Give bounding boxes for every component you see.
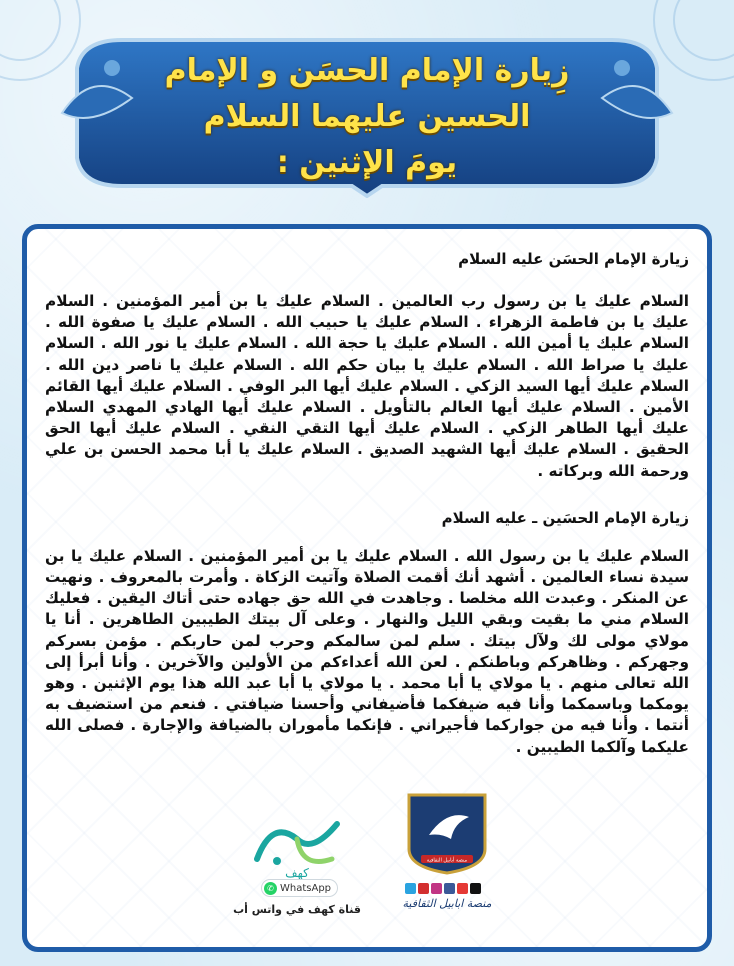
channel-name: قناة كهف في واتس أب — [233, 903, 361, 916]
title-line-3: يومَ الإثنين : — [276, 145, 458, 180]
title-banner — [52, 28, 682, 198]
content-body — [45, 249, 689, 758]
facebook-icon — [444, 883, 455, 894]
kahf-logo-text: كهف — [285, 866, 309, 879]
platform-name: منصة ابابيل الثقافية — [402, 897, 492, 910]
youtube-icon — [457, 883, 468, 894]
section-heading-hasan: زيارة الإمام الحسَن عليه السلام — [458, 250, 689, 268]
ababil-badge-text: منصة أبابيل الثقافية — [426, 857, 468, 864]
ababil-platform-logo — [399, 789, 495, 909]
whatsapp-label: WhatsApp — [280, 882, 332, 894]
telegram-icon — [405, 883, 416, 894]
kahf-logo-icon — [242, 799, 352, 879]
ababil-logo-icon — [399, 789, 495, 875]
kahf-channel-logo — [233, 799, 361, 916]
ziyarah-text-husayn: السلام عليك يا بن رسول الله . السلام عليك يا بن أمير المؤمنين . السلام عليك يا بن سيدة نساء العالمين . أشهد أنك أقمت الصلاة وآتيت الزكاة . وأمرت بالمعروف . ونهيت عن المنكر . وعبدت الله مخلصا . وجاهدت في الله حق جهاده حتى أتاك اليقين . فعليك السلام مني ما بقيت وبقي الليل والنهار . وعلى آل بيتك الطيبين الطاهرين . أنا يا مولاي مولى لك ولآل بيتك . سلم لمن سالمكم وحرب لمن حاربكم . مؤمن بسركم وجهركم . وظاهركم وباطنكم . لعن الله أعداءكم من الأولين والآخرين . وأنا أبرأ إلى الله تعالى منهم . يا مولاي يا أبا محمد . يا مولاي يا أبا عبد الله هذا يوم الإثنين . وهو يومكما وباسمكما وأنا فيه ضيفكما فأضيفاني وأحسنا ضيافتي . فنعم من استضيف به أنتما . وأنا فيه من جواركما فأجيراني . فإنكما مأموران بالضيافة والإجارة . فصلى الله عليكما وآلكما الطيبين . — [45, 546, 689, 756]
tiktok-icon — [470, 883, 481, 894]
instagram-icon — [431, 883, 442, 894]
ziyarah-text-hasan: السلام عليك يا بن رسول رب العالمين . السلام عليك يا بن أمير المؤمنين . السلام عليك يا بن فاطمة الزهراء . السلام عليك يا حبيب الله . السلام عليك يا صفوة الله . السلام عليك يا أمين الله . السلام عليك يا حجة الله . السلام عليك يا نور الله . السلام عليك يا صراط الله . السلام عليك يا بيان حكم الله . السلام عليك يا ناصر دين الله . السلام عليك أيها السيد الزكي . السلام عليك أيها البر الوفي . السلام عليك أيها القائم الأمين . السلام عليك أيها العالم بالتأويل . السلام عليك أيها الهادي المهدي السلام عليك أيها الطاهر الزكي . السلام عليك أيها التقي النقي . السلام عليك أيها الحق الحقيق . السلام عليك أيها الشهيد الصديق . السلام عليك يا أبا محمد الحسن بن علي ورحمة الله وبركاته . — [45, 292, 689, 480]
whatsapp-pill — [262, 880, 337, 896]
title-line-2: الحسين عليهما السلام — [203, 99, 531, 134]
title-line-1: زِيارة الإمام الحسَن و الإمام — [164, 53, 570, 88]
social-icons — [405, 883, 481, 894]
whatsapp-icon: ✆ — [264, 882, 277, 895]
banner-title — [152, 48, 582, 186]
content-card — [22, 224, 712, 952]
pinterest-icon — [418, 883, 429, 894]
section-heading-husayn: زيارة الإمام الحسَين ـ عليه السلام — [441, 508, 689, 527]
